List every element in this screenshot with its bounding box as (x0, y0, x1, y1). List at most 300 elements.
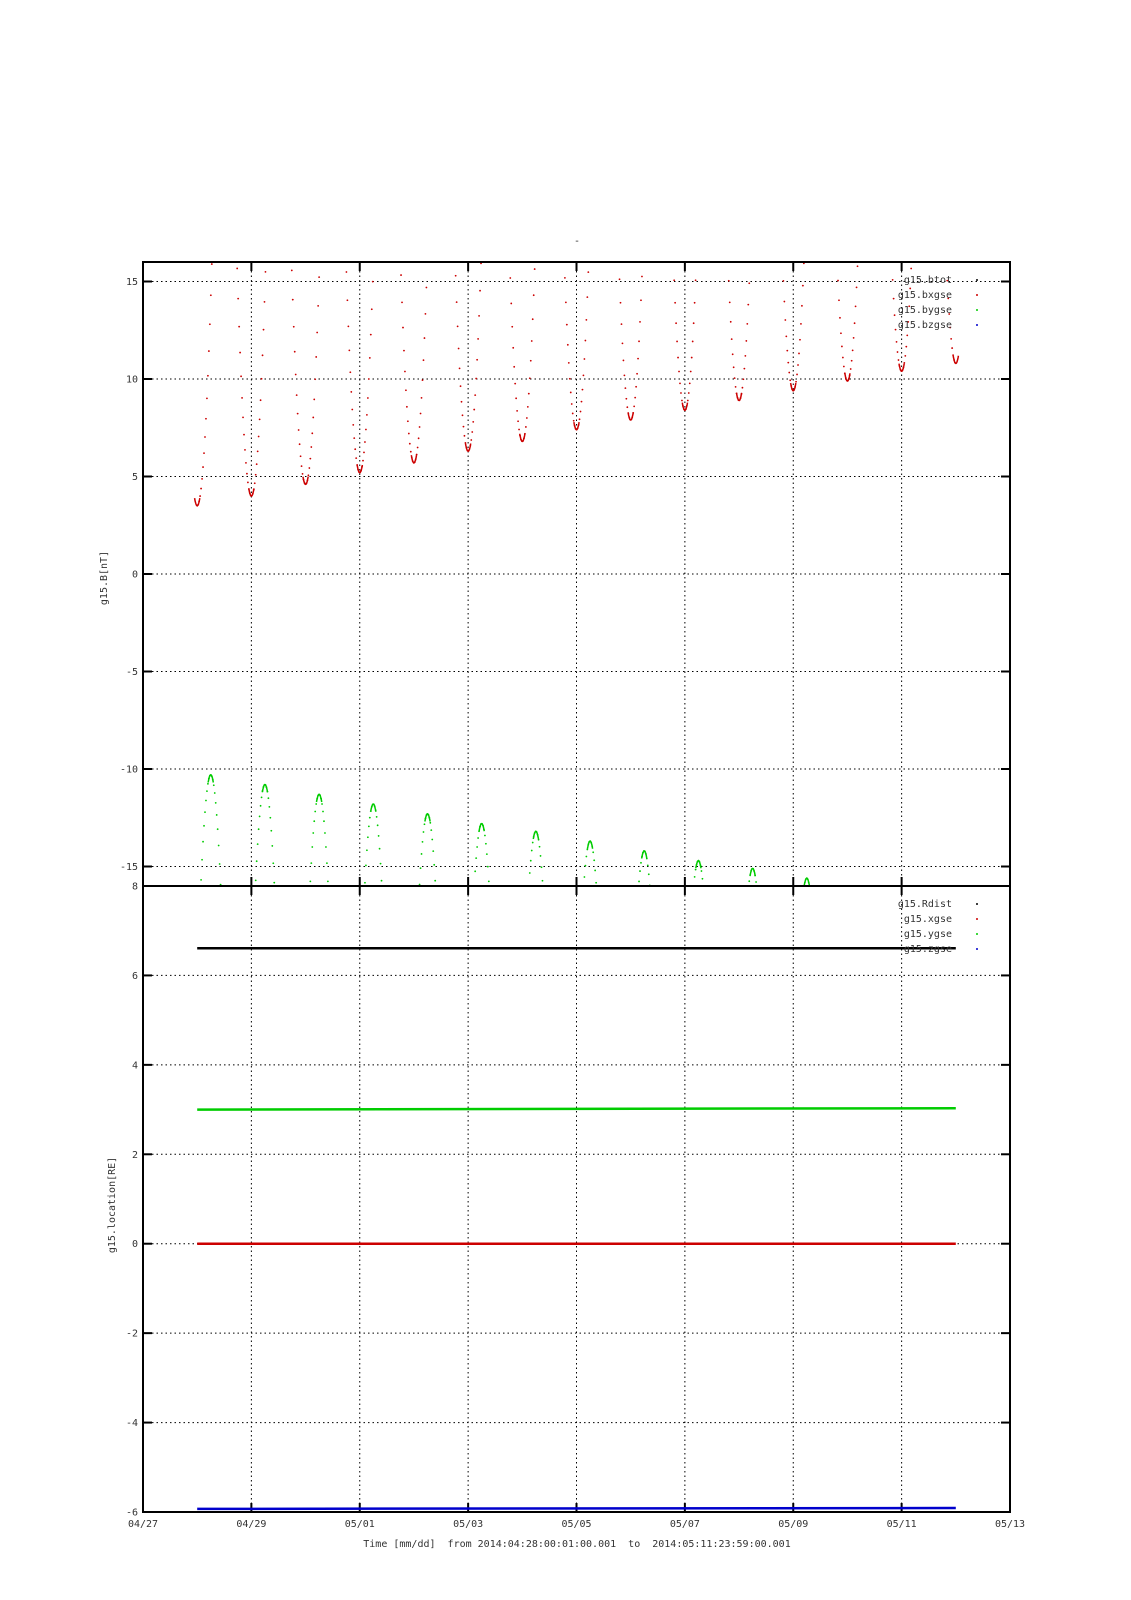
data-point-g15.bxgse (842, 357, 844, 359)
extremum-g15.bygse (642, 851, 647, 859)
data-point-g15.bygse (383, 920, 385, 922)
data-point-g15.bygse (447, 1282, 449, 1284)
data-point-g15.bygse (530, 860, 532, 862)
data-point-g15.bygse (816, 985, 818, 987)
data-point-g15.bygse (423, 831, 425, 833)
data-point-g15.bxgse (362, 460, 364, 462)
data-point-g15.bxgse (427, 227, 429, 229)
data-point-g15.bxgse (525, 426, 527, 428)
data-point-g15.bygse (728, 1509, 730, 1511)
data-point-g15.bygse (896, 1289, 898, 1291)
legend-marker (976, 903, 978, 905)
data-point-g15.bygse (304, 1035, 306, 1037)
data-point-g15.bygse (651, 913, 653, 915)
data-point-g15.bxgse (588, 244, 590, 246)
data-point-g15.bxgse (481, 233, 483, 235)
data-point-g15.bygse (782, 1496, 784, 1498)
data-point-g15.bxgse (347, 326, 349, 328)
data-point-g15.bxgse (262, 354, 264, 356)
y-tick-label: -15 (119, 862, 138, 873)
data-point-g15.bxgse (569, 378, 571, 380)
data-point-g15.bxgse (420, 413, 422, 415)
data-point-g15.bygse (527, 903, 529, 905)
data-point-g15.bxgse (787, 362, 789, 364)
data-point-g15.bxgse (795, 381, 797, 383)
data-point-g15.bxgse (592, 114, 594, 116)
data-point-g15.bygse (515, 1270, 517, 1272)
data-point-g15.bxgse (537, 177, 539, 179)
data-point-g15.bxgse (808, 119, 810, 121)
data-point-g15.bxgse (405, 389, 407, 391)
data-point-g15.bygse (630, 1041, 632, 1043)
data-point-g15.bygse (602, 1028, 604, 1030)
series-g15.bxgse (195, 0, 959, 507)
data-point-g15.bxgse (199, 495, 201, 497)
data-point-g15.bygse (338, 1223, 340, 1225)
data-point-g15.bygse (248, 1074, 250, 1076)
data-point-g15.bxgse (300, 455, 302, 457)
data-point-g15.bygse (309, 880, 311, 882)
data-point-g15.bygse (197, 952, 199, 954)
data-point-g15.bygse (868, 964, 870, 966)
data-point-g15.bygse (621, 1435, 623, 1437)
data-point-g15.bygse (552, 1170, 554, 1172)
data-point-g15.bxgse (786, 350, 788, 352)
data-point-g15.bxgse (217, 31, 219, 33)
data-point-g15.bygse (555, 1294, 557, 1296)
data-point-g15.bygse (269, 817, 271, 819)
data-point-g15.bygse (237, 1593, 239, 1595)
data-point-g15.bygse (455, 1586, 457, 1588)
data-point-g15.bxgse (572, 413, 574, 415)
data-point-g15.bygse (243, 1278, 245, 1280)
data-point-g15.bygse (407, 1247, 409, 1249)
data-point-g15.bxgse (950, 338, 952, 340)
extremum-g15.bygse (750, 869, 755, 877)
data-point-g15.bygse (219, 863, 221, 865)
data-point-g15.bxgse (535, 240, 537, 242)
data-point-g15.bygse (360, 973, 362, 975)
data-point-g15.bxgse (888, 183, 890, 185)
data-point-g15.bxgse (584, 358, 586, 360)
data-point-g15.bygse (711, 1074, 713, 1076)
data-point-g15.bxgse (836, 258, 838, 260)
data-point-g15.bygse (467, 1023, 469, 1025)
data-point-g15.bygse (285, 1283, 287, 1285)
data-point-g15.bxgse (648, 49, 650, 51)
data-point-g15.bygse (694, 876, 696, 878)
data-point-g15.bygse (875, 1143, 877, 1145)
data-point-g15.bxgse (565, 301, 567, 303)
data-point-g15.bygse (207, 783, 209, 785)
data-point-g15.bygse (687, 987, 689, 989)
data-point-g15.bygse (226, 1053, 228, 1055)
data-point-g15.bygse (280, 1078, 282, 1080)
data-point-g15.bxgse (898, 359, 900, 361)
data-point-g15.bygse (432, 850, 434, 852)
data-point-g15.bxgse (349, 371, 351, 373)
data-point-g15.bygse (308, 901, 310, 903)
y-ticks-top (120, 277, 138, 873)
data-point-g15.bygse (686, 1012, 688, 1014)
data-point-g15.bxgse (622, 342, 624, 344)
data-point-g15.bxgse (623, 360, 625, 362)
data-point-g15.bygse (390, 1169, 392, 1171)
data-point-g15.bygse (314, 811, 316, 813)
data-point-g15.bxgse (255, 474, 257, 476)
data-point-g15.bygse (748, 880, 750, 882)
data-point-g15.bygse (794, 1032, 796, 1034)
data-point-g15.bxgse (485, 94, 487, 96)
data-point-g15.bygse (705, 930, 707, 932)
data-point-g15.bxgse (208, 350, 210, 352)
data-point-g15.bygse (898, 1211, 900, 1213)
data-point-g15.bxgse (298, 429, 300, 431)
data-point-g15.bygse (272, 862, 274, 864)
data-point-g15.bygse (500, 1224, 502, 1226)
data-point-g15.bygse (548, 1034, 550, 1036)
data-point-g15.bxgse (837, 280, 839, 282)
data-point-g15.bygse (396, 1445, 398, 1447)
data-point-g15.bxgse (301, 465, 303, 467)
data-point-g15.bygse (381, 880, 383, 882)
data-point-g15.bxgse (804, 238, 806, 240)
data-point-g15.bxgse (541, 25, 543, 27)
legend-top (898, 275, 978, 331)
data-point-g15.bygse (859, 890, 861, 892)
data-point-g15.bygse (776, 1515, 778, 1517)
data-point-g15.bxgse (483, 168, 485, 170)
data-point-g15.bxgse (556, 4, 558, 6)
data-point-g15.bygse (823, 1225, 825, 1227)
data-point-g15.bygse (627, 1137, 629, 1139)
data-point-g15.bxgse (938, 23, 940, 25)
data-point-g15.bxgse (834, 208, 836, 210)
y-tick-label: -2 (125, 1328, 138, 1340)
data-point-g15.bygse (350, 1350, 352, 1352)
x-tick-label: 05/09 (778, 1519, 809, 1530)
data-point-g15.bygse (408, 1205, 410, 1207)
data-point-g15.bygse (772, 1321, 774, 1323)
data-point-g15.bygse (502, 1312, 504, 1314)
data-point-g15.bygse (909, 925, 911, 927)
data-point-g15.bygse (592, 851, 594, 853)
data-point-g15.bxgse (271, 1, 273, 3)
data-point-g15.bygse (869, 983, 871, 985)
data-point-g15.bygse (492, 961, 494, 963)
data-point-g15.bxgse (944, 238, 946, 240)
data-point-g15.bxgse (691, 357, 693, 359)
data-point-g15.bxgse (619, 278, 621, 280)
data-point-g15.bygse (368, 825, 370, 827)
legend-bottom (898, 899, 978, 955)
data-point-g15.bxgse (515, 397, 517, 399)
data-point-g15.bygse (733, 1274, 735, 1276)
data-point-g15.bxgse (370, 334, 372, 336)
data-point-g15.bygse (737, 1124, 739, 1126)
data-point-g15.bygse (246, 1149, 248, 1151)
data-point-g15.bxgse (454, 246, 456, 248)
data-point-g15.bygse (860, 887, 862, 889)
data-point-g15.bxgse (460, 385, 462, 387)
data-point-g15.bxgse (211, 263, 213, 265)
data-point-g15.bygse (674, 1473, 676, 1475)
data-point-g15.bygse (717, 1294, 719, 1296)
data-point-g15.bygse (521, 1048, 523, 1050)
data-point-g15.bygse (378, 835, 380, 837)
y-tick-label: 6 (131, 970, 138, 982)
data-point-g15.bygse (609, 1279, 611, 1281)
y-tick-label: 0 (131, 1239, 138, 1251)
data-point-g15.bygse (933, 1280, 935, 1282)
data-point-g15.bygse (307, 923, 309, 925)
legend-entry: g15.ygse (903, 929, 952, 940)
data-point-g15.bygse (934, 1322, 936, 1324)
data-point-g15.bygse (305, 1004, 307, 1006)
data-point-g15.bxgse (810, 46, 812, 48)
data-point-g15.bxgse (366, 414, 368, 416)
data-point-g15.bxgse (570, 392, 572, 394)
data-point-g15.bxgse (319, 245, 321, 247)
y-tick-label: -10 (119, 764, 138, 776)
data-point-g15.bygse (340, 1313, 342, 1315)
data-point-g15.bygse (366, 849, 368, 851)
data-point-g15.bxgse (735, 386, 737, 388)
data-point-g15.bygse (468, 995, 470, 997)
x-tick-label: 04/29 (236, 1519, 267, 1530)
data-point-g15.bxgse (422, 379, 424, 381)
data-point-g15.bxgse (776, 75, 778, 77)
data-point-g15.bygse (614, 1524, 616, 1526)
data-point-g15.bxgse (638, 340, 640, 342)
data-point-g15.bygse (584, 865, 586, 867)
data-point-g15.bygse (709, 1017, 711, 1019)
data-point-g15.bxgse (671, 228, 673, 230)
data-point-g15.bxgse (508, 250, 510, 252)
data-point-g15.bxgse (890, 235, 892, 237)
data-point-g15.bxgse (701, 99, 703, 101)
data-point-g15.bxgse (292, 299, 294, 301)
data-point-g15.bygse (926, 1049, 928, 1051)
data-point-g15.bygse (313, 820, 315, 822)
data-point-g15.bygse (842, 1257, 844, 1259)
data-point-g15.bygse (292, 1576, 294, 1578)
data-point-g15.bygse (783, 1445, 785, 1447)
data-point-g15.bxgse (861, 159, 863, 161)
data-point-g15.bygse (661, 1185, 663, 1187)
data-point-g15.bygse (665, 1402, 667, 1404)
data-point-g15.bygse (221, 907, 223, 909)
data-point-g15.bygse (569, 1304, 571, 1306)
data-point-g15.bxgse (376, 149, 378, 151)
data-point-g15.bygse (324, 832, 326, 834)
data-point-g15.bygse (775, 1464, 777, 1466)
data-point-g15.bxgse (254, 482, 256, 484)
data-point-g15.bygse (852, 966, 854, 968)
data-point-g15.bxgse (355, 457, 357, 459)
data-point-g15.bxgse (528, 393, 530, 395)
data-point-g15.bygse (505, 1459, 507, 1461)
data-point-g15.bygse (580, 943, 582, 945)
data-point-g15.bygse (218, 845, 220, 847)
data-point-g15.bxgse (589, 215, 591, 217)
data-point-g15.bygse (261, 796, 263, 798)
data-point-g15.bxgse (203, 452, 205, 454)
data-point-g15.bygse (835, 1589, 837, 1591)
data-point-g15.bygse (884, 1529, 886, 1531)
data-point-g15.bygse (901, 1081, 903, 1083)
data-point-g15.bygse (406, 1292, 408, 1294)
data-point-g15.bxgse (379, 28, 381, 30)
data-point-g15.bygse (503, 1358, 505, 1360)
data-point-g15.bygse (681, 1166, 683, 1168)
data-point-g15.bxgse (782, 257, 784, 259)
extremum-g15.bygse (858, 888, 863, 896)
data-point-g15.bygse (398, 1554, 400, 1556)
data-point-g15.bygse (546, 979, 548, 981)
data-point-g15.bxgse (673, 279, 675, 281)
data-point-g15.bygse (554, 1251, 556, 1253)
data-point-g15.bygse (599, 952, 601, 954)
data-point-g15.bygse (550, 1098, 552, 1100)
data-point-g15.bygse (284, 1238, 286, 1240)
data-point-g15.bygse (625, 1211, 627, 1213)
data-point-g15.bxgse (287, 131, 289, 133)
data-point-g15.bxgse (841, 346, 843, 348)
data-point-g15.bygse (545, 955, 547, 957)
data-point-g15.bygse (866, 932, 868, 934)
data-point-g15.bxgse (407, 420, 409, 422)
data-point-g15.bxgse (368, 378, 370, 380)
data-point-g15.bxgse (702, 61, 704, 63)
y-axis-label-top: g15.B[nT] (99, 550, 110, 606)
data-point-g15.bygse (573, 1143, 575, 1145)
data-point-g15.bxgse (692, 341, 694, 343)
data-point-g15.bygse (281, 1115, 283, 1117)
data-point-g15.bygse (223, 959, 225, 961)
data-point-g15.bygse (680, 1203, 682, 1205)
data-point-g15.bygse (487, 866, 489, 868)
data-point-g15.bygse (461, 1281, 463, 1283)
legend-entry: g15.Rdist (897, 899, 952, 910)
data-point-g15.bygse (241, 1374, 243, 1376)
data-point-g15.bygse (883, 1477, 885, 1479)
data-point-g15.bxgse (245, 462, 247, 464)
data-point-g15.bxgse (299, 443, 301, 445)
data-point-g15.bxgse (432, 42, 434, 44)
data-point-g15.bygse (738, 1092, 740, 1094)
data-point-g15.bxgse (215, 117, 217, 119)
data-point-g15.bxgse (234, 201, 236, 203)
data-point-g15.bxgse (230, 41, 232, 43)
data-point-g15.bygse (899, 1176, 901, 1178)
extremum-g15.bygse (317, 794, 322, 802)
data-point-g15.bygse (858, 894, 860, 896)
data-point-g15.bygse (277, 981, 279, 983)
data-point-g15.bygse (936, 1411, 938, 1413)
y-tick-label: -4 (125, 1418, 138, 1430)
data-point-g15.bxgse (325, 15, 327, 17)
data-point-g15.bygse (585, 856, 587, 858)
data-point-g15.bygse (215, 802, 217, 804)
data-point-g15.bxgse (798, 353, 800, 355)
data-point-g15.bxgse (755, 73, 757, 75)
grid-bottom (143, 886, 1010, 1512)
data-point-g15.bygse (935, 1365, 937, 1367)
data-point-g15.bxgse (311, 432, 313, 434)
data-point-g15.bxgse (399, 245, 401, 247)
data-point-g15.bxgse (309, 458, 311, 460)
data-point-g15.bxgse (310, 446, 312, 448)
data-point-g15.bygse (475, 857, 477, 859)
x-ticks (128, 1519, 1025, 1530)
data-point-g15.bygse (452, 1533, 454, 1535)
data-point-g15.bxgse (403, 350, 405, 352)
data-point-g15.bygse (893, 1422, 895, 1424)
data-point-g15.bygse (689, 945, 691, 947)
data-point-g15.bxgse (911, 246, 913, 248)
data-point-g15.bygse (755, 881, 757, 883)
data-point-g15.bygse (429, 822, 431, 824)
data-point-g15.bxgse (560, 158, 562, 160)
y-tick-label: 8 (131, 881, 138, 893)
data-point-g15.bygse (601, 1001, 603, 1003)
data-point-g15.bxgse (400, 274, 402, 276)
data-point-g15.bygse (238, 1535, 240, 1537)
data-point-g15.bygse (449, 1376, 451, 1378)
data-point-g15.bygse (392, 1252, 394, 1254)
data-point-g15.bygse (732, 1316, 734, 1318)
data-point-g15.bygse (826, 1351, 828, 1353)
data-point-g15.bygse (347, 1505, 349, 1507)
data-point-g15.bxgse (201, 478, 203, 480)
data-point-g15.bxgse (617, 225, 619, 227)
data-point-g15.bxgse (781, 232, 783, 234)
data-point-g15.bxgse (464, 435, 466, 437)
data-point-g15.bygse (332, 1004, 334, 1006)
data-point-g15.bxgse (734, 377, 736, 379)
data-point-g15.bxgse (624, 387, 626, 389)
data-point-g15.bygse (708, 992, 710, 994)
data-point-g15.bygse (217, 828, 219, 830)
data-point-g15.bygse (267, 797, 269, 799)
data-point-g15.bxgse (540, 66, 542, 68)
data-point-g15.bxgse (323, 100, 325, 102)
data-point-g15.bxgse (723, 140, 725, 142)
data-point-g15.bxgse (883, 14, 885, 16)
data-point-g15.bxgse (536, 209, 538, 211)
panel-location (107, 882, 1010, 1519)
data-point-g15.bygse (245, 1190, 247, 1192)
data-point-g15.bxgse (618, 253, 620, 255)
data-point-g15.bygse (462, 1238, 464, 1240)
data-point-g15.bygse (388, 1094, 390, 1096)
data-point-g15.bygse (278, 1011, 280, 1013)
y-ticks-bottom (126, 882, 138, 1519)
data-point-g15.bxgse (506, 188, 508, 190)
data-point-g15.bxgse (214, 157, 216, 159)
data-point-g15.bygse (504, 1407, 506, 1409)
data-point-g15.bygse (787, 1265, 789, 1267)
data-point-g15.bygse (283, 1194, 285, 1196)
data-point-g15.bygse (411, 1092, 413, 1094)
data-point-g15.bygse (522, 1018, 524, 1020)
data-point-g15.bygse (863, 900, 865, 902)
data-point-g15.bxgse (581, 401, 583, 403)
data-point-g15.bxgse (216, 75, 218, 77)
data-point-g15.bygse (489, 897, 491, 899)
data-point-g15.bygse (564, 1554, 566, 1556)
